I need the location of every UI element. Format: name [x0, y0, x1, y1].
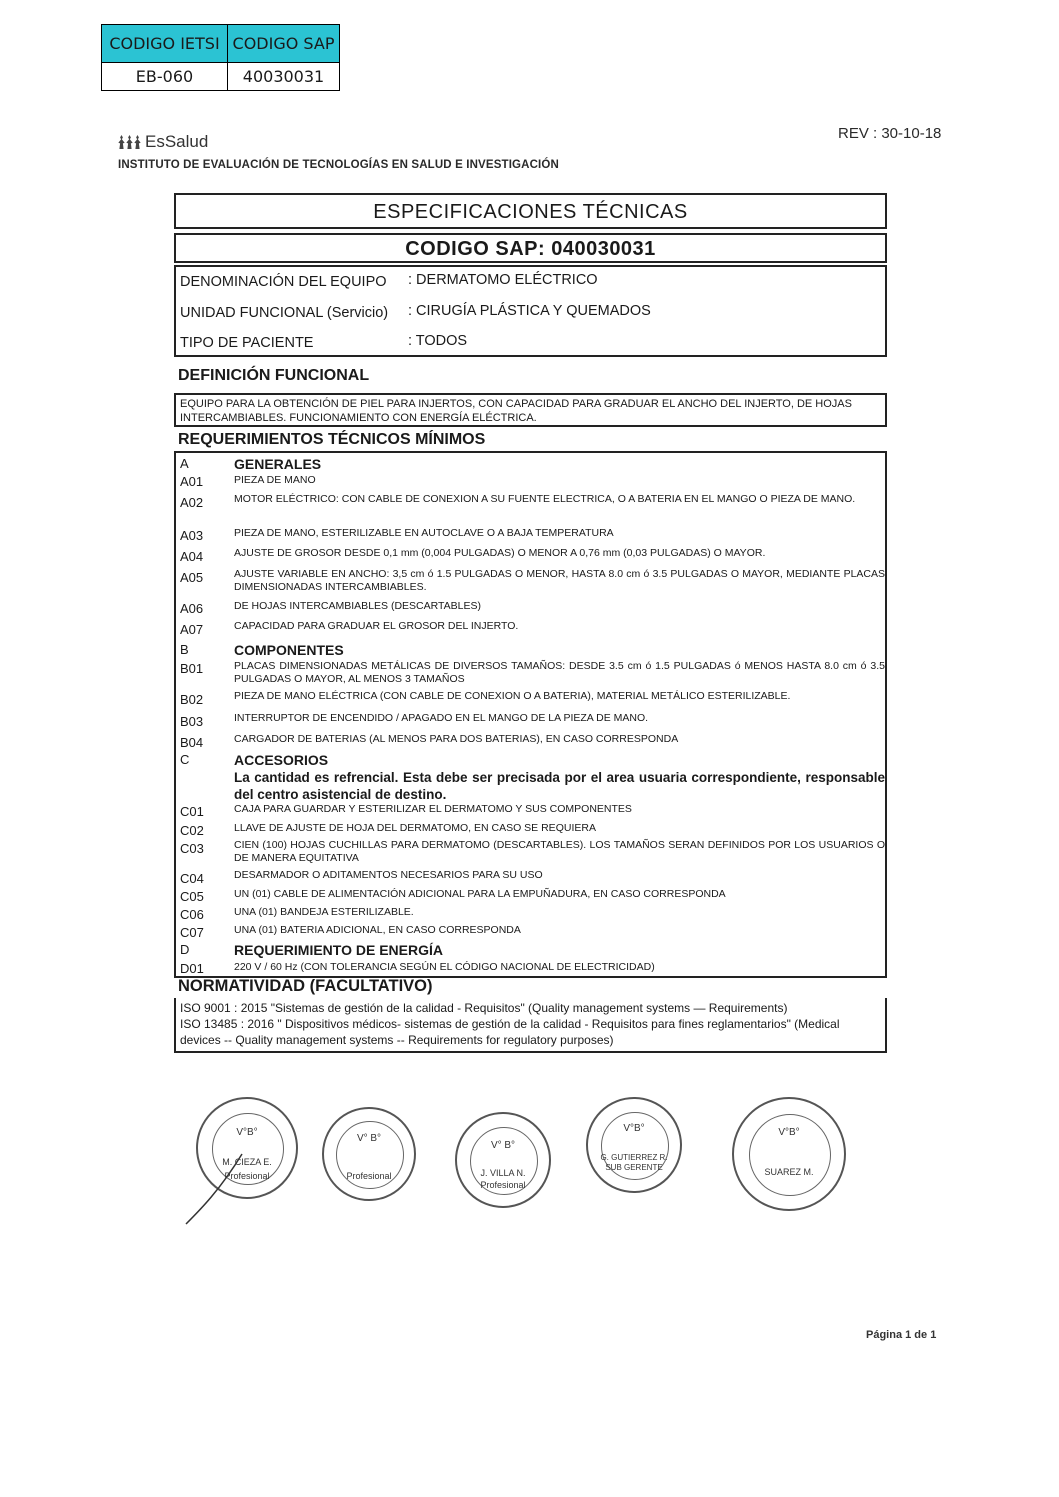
section-title: ACCESORIOS — [234, 752, 329, 768]
stamp-name: J. VILLA N. — [480, 1168, 526, 1178]
norms-heading: NORMATIVIDAD (FACULTATIVO) — [178, 977, 433, 995]
approval-stamp — [732, 1097, 846, 1211]
item-text: CAJA PARA GUARDAR Y ESTERILIZAR EL DERMATOMO Y SUS COMPONENTES — [234, 803, 632, 815]
section-id: C — [180, 752, 190, 767]
sap-title: CODIGO SAP: 040030031 — [174, 233, 887, 263]
stamp-vobo: V° B° — [356, 1133, 382, 1144]
requirements-heading: REQUERIMIENTOS TÉCNICOS MÍNIMOS — [178, 431, 486, 448]
item-id: C04 — [180, 871, 204, 886]
stamp-role: Profesional — [224, 1171, 270, 1181]
stamp-vobo: V°B° — [236, 1127, 258, 1138]
page-number: Página 1 de 1 — [866, 1329, 937, 1341]
accessories-note: La cantidad es refrencial. Esta debe ser precisada por el area usuaria correspondiente, responsable del centro asistencial de destino. — [234, 770, 885, 802]
stamp-vobo: V° B° — [490, 1140, 516, 1151]
item-text: CARGADOR DE BATERIAS (AL MENOS PARA DOS BATERIAS), EN CASO CORRESPONDA — [234, 733, 679, 745]
item-text: DESARMADOR O ADITAMENTOS NECESARIOS PARA SU USO — [234, 869, 543, 881]
item-id: B03 — [180, 714, 204, 729]
stamp-role: Profesional — [480, 1180, 526, 1190]
norm-line: ISO 9001 : 2015 "Sistemas de gestión de la calidad - Requisitos" (Quality management systems — Requirements) — [180, 1001, 788, 1015]
signature-stroke — [180, 1150, 250, 1230]
item-text: UN (01) CABLE DE ALIMENTACIÓN ADICIONAL PARA LA EMPUÑADURA, EN CASO CORRESPONDA — [234, 888, 726, 900]
item-id: B01 — [180, 661, 204, 676]
item-text: CIEN (100) HOJAS CUCHILLAS PARA DERMATOMO (DESCARTABLES). LOS TAMAÑOS SERAN DEFINIDOS POR LOS USUARIOS O DE MANERA EQUITATIVA — [234, 839, 885, 864]
item-text: AJUSTE VARIABLE EN ANCHO: 3,5 cm ó 1.5 PULGADAS O MENOR, HASTA 8.0 cm ó 3.5 PULGADAS O MAYOR, MEDIANTE PLACAS DIMENSIONADAS INTERCAMBIABLES. — [234, 568, 885, 593]
item-text: 220 V / 60 Hz (CON TOLERANCIA SEGÚN EL CÓDIGO NACIONAL DE ELECTRICIDAD) — [234, 961, 655, 973]
stamp-vobo: V°B° — [623, 1123, 645, 1134]
item-id: D01 — [180, 961, 204, 976]
item-id: B02 — [180, 692, 204, 707]
general-label: TIPO DE PACIENTE — [180, 335, 314, 351]
item-text: PIEZA DE MANO — [234, 474, 316, 486]
section-id: B — [180, 642, 189, 657]
item-id: A06 — [180, 601, 204, 616]
general-label: DENOMINACIÓN DEL EQUIPO — [180, 274, 387, 290]
item-text: INTERRUPTOR DE ENCENDIDO / APAGADO EN EL MANGO DE LA PIEZA DE MANO. — [234, 712, 649, 724]
item-id: A05 — [180, 570, 204, 585]
definition-heading: DEFINICIÓN FUNCIONAL — [178, 367, 370, 384]
section-title: COMPONENTES — [234, 642, 344, 658]
item-id: A02 — [180, 495, 204, 510]
item-text: AJUSTE DE GROSOR DESDE 0,1 mm (0,004 PULGADAS) O MENOR A 0,76 mm (0,03 PULGADAS) O MAYOR. — [234, 547, 766, 559]
item-id: C01 — [180, 804, 204, 819]
stamp-name: G. GUTIERREZ R. — [600, 1153, 668, 1162]
code-value-ietsi: EB-060 — [102, 63, 228, 91]
item-text: DE HOJAS INTERCAMBIABLES (DESCARTABLES) — [234, 600, 482, 612]
section-id: A — [180, 456, 189, 471]
item-id: B04 — [180, 735, 204, 750]
item-id: A07 — [180, 622, 204, 637]
revision-date: REV : 30-10-18 — [838, 125, 942, 142]
stamp-name: SUAREZ M. — [764, 1167, 814, 1177]
spec-title: ESPECIFICACIONES TÉCNICAS — [174, 193, 887, 229]
item-id: C02 — [180, 823, 204, 838]
general-value: : TODOS — [408, 333, 468, 349]
item-text: MOTOR ELÉCTRICO: CON CABLE DE CONEXION A SU FUENTE ELECTRICA, O A BATERIA EN EL MANGO O PIEZA DE MANO. — [234, 493, 856, 505]
item-text: PLACAS DIMENSIONADAS METÁLICAS DE DIVERSOS TAMAÑOS: DESDE 3.5 cm ó 1.5 PULGADAS ó MENOS HASTA 8.0 cm ó 3.5 PULGADAS O MAYOR, AL MENOS 3 TAMAÑOS — [234, 660, 885, 685]
item-id: A04 — [180, 549, 204, 564]
norms-box — [174, 998, 887, 1053]
stamp-vobo: V°B° — [778, 1127, 800, 1138]
general-value: : DERMATOMO ELÉCTRICO — [408, 272, 598, 288]
item-id: C05 — [180, 889, 204, 904]
code-table — [101, 24, 340, 91]
general-info — [174, 265, 887, 357]
people-icon — [118, 135, 141, 149]
section-id: D — [180, 942, 190, 957]
item-text: LLAVE DE AJUSTE DE HOJA DEL DERMATOMO, EN CASO SE REQUIERA — [234, 822, 596, 834]
approval-stamp — [322, 1107, 416, 1201]
approval-stamp — [455, 1112, 551, 1208]
item-id: A03 — [180, 528, 204, 543]
item-text: PIEZA DE MANO ELÉCTRICA (CON CABLE DE CONEXION O A BATERIA), MATERIAL METÁLICO ESTERILIZABLE. — [234, 690, 791, 702]
code-header-ietsi: CODIGO IETSI — [102, 25, 228, 63]
norm-line: ISO 13485 : 2016 " Dispositivos médicos- sistemas de gestión de la calidad - Requisitos para fines reglamentarios" (Medical devices -- Quality management systems -- Requirements for regulatory purposes) — [180, 1017, 840, 1047]
code-value-sap: 40030031 — [228, 63, 340, 91]
stamp-role: Profesional — [346, 1171, 392, 1181]
item-id: C06 — [180, 907, 204, 922]
logo-text: EsSalud — [145, 132, 209, 151]
item-text: PIEZA DE MANO, ESTERILIZABLE EN AUTOCLAVE O A BAJA TEMPERATURA — [234, 527, 614, 539]
essalud-logo — [118, 132, 208, 152]
stamp-role: SUB GERENTE — [605, 1163, 663, 1172]
stamp-name: M. CIEZA E. — [222, 1157, 272, 1167]
definition-text: EQUIPO PARA LA OBTENCIÓN DE PIEL PARA INJERTOS, CON CAPACIDAD PARA GRADUAR EL ANCHO DEL INJERTO, DE HOJAS INTERCAMBIABLES. FUNCIONAMIENTO CON ENERGÍA ELÉCTRICA. — [174, 393, 887, 427]
approval-stamp — [586, 1097, 682, 1193]
item-id: C07 — [180, 925, 204, 940]
institute-name: INSTITUTO DE EVALUACIÓN DE TECNOLOGÍAS EN SALUD E INVESTIGACIÓN — [118, 159, 559, 171]
item-id: A01 — [180, 474, 204, 489]
item-text: UNA (01) BANDEJA ESTERILIZABLE. — [234, 906, 414, 918]
code-header-sap: CODIGO SAP — [228, 25, 340, 63]
item-id: C03 — [180, 841, 204, 856]
item-text: UNA (01) BATERIA ADICIONAL, EN CASO CORRESPONDA — [234, 924, 521, 936]
section-title: GENERALES — [234, 456, 322, 472]
section-title: REQUERIMIENTO DE ENERGÍA — [234, 942, 443, 958]
requirements-box — [174, 451, 887, 978]
item-text: CAPACIDAD PARA GRADUAR EL GROSOR DEL INJERTO. — [234, 620, 519, 632]
general-value: : CIRUGÍA PLÁSTICA Y QUEMADOS — [408, 303, 651, 319]
general-label: UNIDAD FUNCIONAL (Servicio) — [180, 305, 389, 321]
